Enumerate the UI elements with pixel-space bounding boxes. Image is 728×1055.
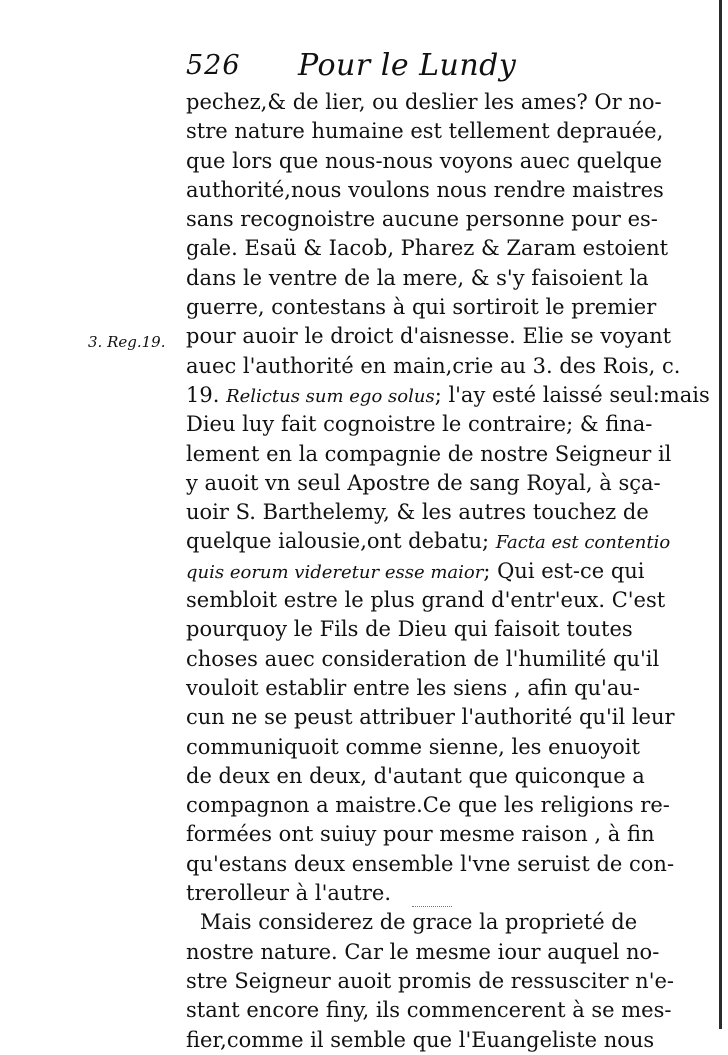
text-line	[186, 205, 658, 234]
text-segment: de deux en deux, d'autant que quiconque a	[186, 763, 645, 788]
text-line	[186, 147, 663, 176]
text-line	[186, 381, 710, 410]
page-edge-shadow	[719, 0, 722, 1029]
text-line	[186, 117, 664, 146]
text-segment: ; l'ay esté laissé seul:mais	[434, 382, 710, 407]
text-line	[186, 791, 670, 820]
text-line	[186, 176, 664, 205]
catchword-mark	[412, 902, 452, 907]
text-segment: cun ne se peust attribuer l'authorité qu'il leur	[186, 705, 675, 730]
text-line	[186, 733, 640, 762]
text-line	[186, 293, 657, 322]
text-segment: authorité,nous voulons nous rendre maistres	[186, 177, 664, 202]
text-line	[186, 410, 653, 439]
text-line	[186, 996, 672, 1025]
text-line	[186, 967, 674, 996]
page-header	[186, 46, 616, 86]
latin-quotation: Relictus sum ego solus	[226, 385, 435, 407]
text-segment: pechez,& de lier, ou deslier les ames? Or no-	[186, 90, 662, 114]
text-line	[186, 352, 681, 381]
text-line	[186, 440, 672, 469]
text-segment: compagnon a maistre.Ce que les religions re-	[186, 793, 670, 818]
text-segment: 19.	[186, 382, 227, 407]
body-text	[186, 88, 710, 1055]
text-line	[186, 322, 672, 351]
text-segment: stre Seigneur auoit promis de ressusciter n'e-	[186, 968, 674, 993]
text-line	[186, 615, 633, 644]
text-line	[186, 850, 675, 879]
text-segment: nostre nature. Car le mesme iour auquel no-	[186, 939, 660, 964]
text-line	[186, 820, 655, 849]
text-segment: pourquoy le Fils de Dieu qui faisoit toutes	[186, 617, 633, 642]
text-line	[186, 645, 660, 674]
text-line	[186, 674, 640, 703]
text-line	[186, 498, 649, 527]
text-segment: communiquoit comme sienne, les enuoyoit	[186, 734, 640, 759]
text-line	[186, 527, 671, 556]
text-segment: guerre, contestans à qui sortiroit le premier	[186, 295, 657, 320]
text-line	[186, 586, 666, 615]
text-segment: sans recognoistre aucune personne pour es-	[186, 207, 658, 232]
page-number: 526	[186, 50, 241, 81]
text-segment: trerolleur à l'autre.	[186, 881, 391, 906]
text-line	[186, 908, 638, 937]
text-line	[186, 88, 662, 117]
text-segment: fier,comme il semble que l'Euangeliste nous	[186, 1027, 655, 1052]
running-head: Pour le Lundy	[298, 48, 517, 83]
text-segment: pour auoir le droict d'aisnesse. Elie se voyant	[186, 324, 672, 349]
text-line	[186, 264, 649, 293]
text-segment: stre nature humaine est tellement deprauée,	[186, 119, 664, 144]
text-line	[186, 762, 645, 791]
text-line	[186, 1026, 655, 1055]
text-segment: qu'estans deux ensemble l'vne seruist de con-	[186, 851, 675, 876]
text-segment: lement en la compagnie de nostre Seigneur il	[186, 441, 672, 466]
text-line	[186, 234, 669, 263]
text-segment: que lors que nous-nous voyons auec quelque	[186, 148, 663, 173]
text-line	[186, 469, 661, 498]
text-segment: auec l'authorité en main,crie au 3. des Rois, c.	[186, 353, 681, 378]
text-segment: quelque ialousie,ont debatu;	[186, 529, 496, 554]
text-line	[186, 938, 660, 967]
text-segment: Mais considerez de grace la proprieté de	[200, 910, 638, 935]
text-segment: formées ont suiuy pour mesme raison , à fin	[186, 822, 655, 847]
text-segment: y auoit vn seul Apostre de sang Royal, à sça-	[186, 470, 661, 495]
text-line	[186, 557, 645, 586]
margin-note: 3. Reg.19.	[88, 333, 166, 351]
latin-quotation: quis eorum videretur esse maior	[186, 561, 484, 583]
text-segment: choses auec consideration de l'humilité qu'il	[186, 646, 660, 671]
text-segment: sembloit estre le plus grand d'entr'eux. C'est	[186, 588, 666, 613]
text-line	[186, 703, 675, 732]
text-segment: Dieu luy fait cognoistre le contraire; & fina-	[186, 412, 653, 437]
text-segment: gale. Esaü & Iacob, Pharez & Zaram estoient	[186, 236, 669, 261]
text-segment: dans le ventre de la mere, & s'y faisoient la	[186, 265, 649, 290]
text-line	[186, 879, 606, 908]
text-segment: stant encore finy, ils commencerent à se mes-	[186, 998, 672, 1023]
text-segment: ; Qui est-ce qui	[483, 558, 645, 583]
text-segment: vouloit establir entre les siens , afin qu'au-	[186, 675, 640, 700]
latin-quotation: Facta est contentio	[495, 532, 671, 554]
text-segment: uoir S. Barthelemy, & les autres touchez de	[186, 500, 649, 525]
